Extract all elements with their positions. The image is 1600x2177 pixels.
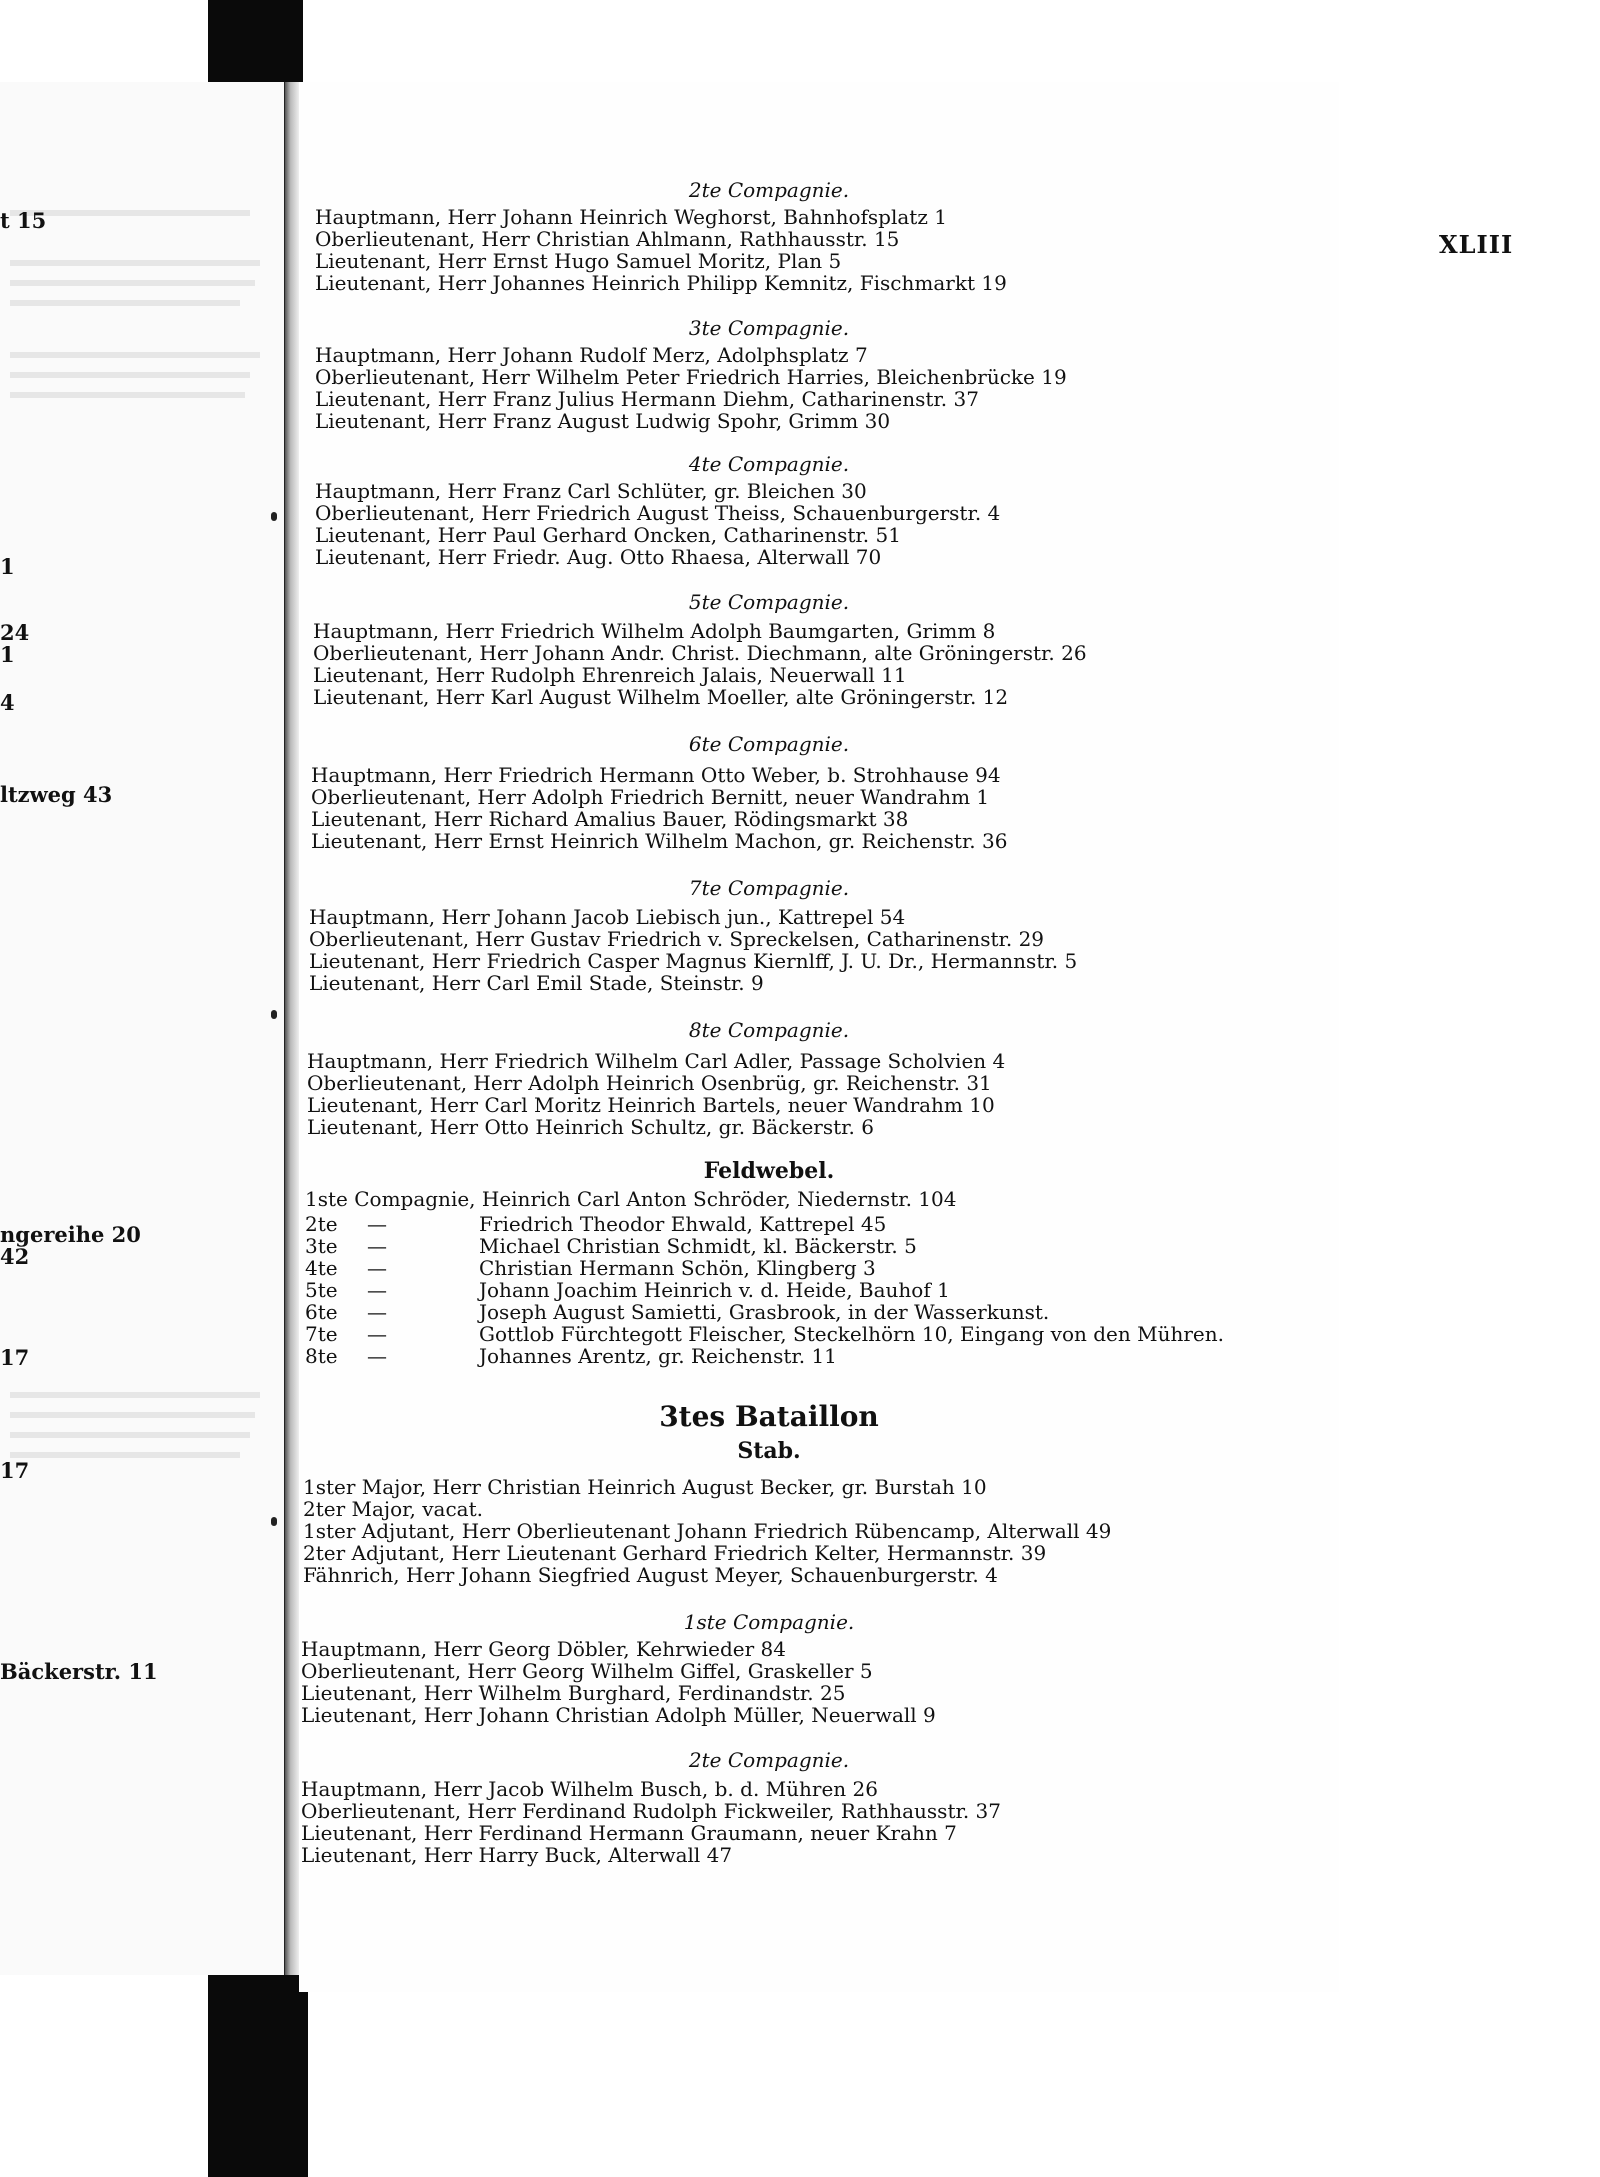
officer-line: Oberlieutenant, Herr Christian Ahlmann, Rathhausstr. 15 [315, 227, 900, 251]
stab-line: 1ster Adjutant, Herr Oberlieutenant Johann Friedrich Rübencamp, Alterwall 49 [303, 1519, 1112, 1543]
officer-line: Hauptmann, Herr Friedrich Hermann Otto Weber, b. Strohhause 94 [311, 763, 1001, 787]
binding-hole [271, 512, 277, 521]
officer-line: Hauptmann, Herr Jacob Wilhelm Busch, b. d. Mühren 26 [301, 1777, 878, 1801]
faded-text [10, 260, 260, 266]
faded-text [10, 280, 255, 286]
faded-text [10, 372, 250, 378]
company-heading: 7te Compagnie. [688, 876, 850, 900]
officer-line: Lieutenant, Herr Harry Buck, Alterwall 47 [301, 1843, 733, 1867]
feldwebel-entry: Joseph August Samietti, Grasbrook, in der Wasserkunst. [479, 1300, 1050, 1324]
officer-line: Lieutenant, Herr Paul Gerhard Oncken, Catharinenstr. 51 [315, 523, 901, 547]
binding-hole [271, 1010, 277, 1019]
company-number: 2te [305, 1212, 338, 1236]
officer-line: Lieutenant, Herr Ernst Hugo Samuel Moritz, Plan 5 [315, 249, 842, 273]
officer-line: Lieutenant, Herr Karl August Wilhelm Moeller, alte Gröningerstr. 12 [313, 685, 1009, 709]
ditto-dash: — [367, 1234, 387, 1258]
ditto-dash: — [367, 1322, 387, 1346]
company-number: 6te [305, 1300, 338, 1324]
officer-line: Lieutenant, Herr Franz Julius Hermann Diehm, Catharinenstr. 37 [315, 387, 979, 411]
company-number: 4te [305, 1256, 338, 1280]
faded-text [10, 300, 240, 306]
officer-line: Lieutenant, Herr Otto Heinrich Schultz, gr. Bäckerstr. 6 [307, 1115, 874, 1139]
officer-line: Lieutenant, Herr Carl Emil Stade, Steinstr. 9 [309, 971, 764, 995]
feldwebel-row [305, 1212, 886, 1236]
officer-line: Lieutenant, Herr Richard Amalius Bauer, Rödingsmarkt 38 [311, 807, 909, 831]
company-heading: 8te Compagnie. [688, 1018, 850, 1042]
stab-line: 2ter Adjutant, Herr Lieutenant Gerhard Friedrich Kelter, Hermannstr. 39 [303, 1541, 1047, 1565]
officer-line: Oberlieutenant, Herr Friedrich August Theiss, Schauenburgerstr. 4 [315, 501, 1001, 525]
officer-line: Lieutenant, Herr Ernst Heinrich Wilhelm Machon, gr. Reichenstr. 36 [311, 829, 1008, 853]
company-heading: 2te Compagnie. [688, 1748, 850, 1772]
stab-line: 2ter Major, vacat. [303, 1497, 483, 1521]
feldwebel-entry: Michael Christian Schmidt, kl. Bäckerstr. 5 [479, 1234, 917, 1258]
officer-line: Lieutenant, Herr Johann Christian Adolph Müller, Neuerwall 9 [301, 1703, 936, 1727]
faded-text [10, 1452, 240, 1458]
feldwebel-entry: Gottlob Fürchtegott Fleischer, Steckelhörn 10, Eingang von den Mühren. [479, 1322, 1224, 1346]
stab-title: Stab. [737, 1438, 801, 1464]
faded-text [10, 392, 245, 398]
officer-line: Oberlieutenant, Herr Wilhelm Peter Friedrich Harries, Bleichenbrücke 19 [315, 365, 1067, 389]
ditto-dash: — [367, 1344, 387, 1368]
scan-border-bottom [208, 1975, 308, 2177]
ditto-dash: — [367, 1256, 387, 1280]
officer-line: Lieutenant, Herr Wilhelm Burghard, Ferdinandstr. 25 [301, 1681, 846, 1705]
officer-line: Hauptmann, Herr Friedrich Wilhelm Carl Adler, Passage Scholvien 4 [307, 1049, 1006, 1073]
company-heading: 5te Compagnie. [688, 590, 850, 614]
officer-line: Hauptmann, Herr Friedrich Wilhelm Adolph Baumgarten, Grimm 8 [313, 619, 996, 643]
officer-line: Lieutenant, Herr Johannes Heinrich Philipp Kemnitz, Fischmarkt 19 [315, 271, 1007, 295]
company-heading: 4te Compagnie. [688, 452, 850, 476]
officer-line: Oberlieutenant, Herr Gustav Friedrich v. Spreckelsen, Catharinenstr. 29 [309, 927, 1045, 951]
book-spine [285, 82, 299, 1975]
officer-line: Lieutenant, Herr Rudolph Ehrenreich Jalais, Neuerwall 11 [313, 663, 907, 687]
feldwebel-first-row: 1ste Compagnie, Heinrich Carl Anton Schröder, Niedernstr. 104 [305, 1187, 957, 1211]
officer-line: Hauptmann, Herr Johann Heinrich Weghorst, Bahnhofsplatz 1 [315, 205, 947, 229]
officer-line: Hauptmann, Herr Franz Carl Schlüter, gr. Bleichen 30 [315, 479, 867, 503]
feldwebel-row [305, 1344, 837, 1368]
company-heading: 2te Compagnie. [688, 178, 850, 202]
officer-line: Lieutenant, Herr Carl Moritz Heinrich Bartels, neuer Wandrahm 10 [307, 1093, 995, 1117]
officer-line: Lieutenant, Herr Ferdinand Hermann Graumann, neuer Krahn 7 [301, 1821, 957, 1845]
margin-fragment: 17 [0, 1458, 30, 1483]
stab-line: 1ster Major, Herr Christian Heinrich August Becker, gr. Burstah 10 [303, 1475, 987, 1499]
ditto-dash: — [367, 1212, 387, 1236]
feldwebel-title: Feldwebel. [703, 1158, 835, 1184]
feldwebel-entry: Johannes Arentz, gr. Reichenstr. 11 [479, 1344, 837, 1368]
company-number: 3te [305, 1234, 338, 1258]
officer-line: Hauptmann, Herr Johann Rudolf Merz, Adolphsplatz 7 [315, 343, 868, 367]
feldwebel-entry: Christian Hermann Schön, Klingberg 3 [479, 1256, 876, 1280]
officer-line: Lieutenant, Herr Franz August Ludwig Spohr, Grimm 30 [315, 409, 891, 433]
feldwebel-entry: Johann Joachim Heinrich v. d. Heide, Bauhof 1 [479, 1278, 950, 1302]
company-heading: 6te Compagnie. [688, 732, 850, 756]
faded-text [10, 1432, 250, 1438]
margin-fragment: ngereihe 20 [0, 1222, 141, 1247]
margin-fragment: 1 [0, 642, 15, 667]
ditto-dash: — [367, 1278, 387, 1302]
margin-fragment: Bäckerstr. 11 [0, 1659, 158, 1684]
company-number: 8te [305, 1344, 338, 1368]
officer-line: Oberlieutenant, Herr Johann Andr. Christ. Diechmann, alte Gröningerstr. 26 [313, 641, 1087, 665]
scan-border-top [208, 0, 303, 82]
feldwebel-row [305, 1322, 1224, 1346]
company-heading: 3te Compagnie. [688, 316, 850, 340]
margin-fragment: ltzweg 43 [0, 782, 113, 807]
left-page-edge [0, 82, 287, 1975]
officer-line: Oberlieutenant, Herr Adolph Heinrich Osenbrüg, gr. Reichenstr. 31 [307, 1071, 992, 1095]
officer-line: Hauptmann, Herr Johann Jacob Liebisch jun., Kattrepel 54 [309, 905, 906, 929]
faded-text [10, 352, 260, 358]
company-number: 5te [305, 1278, 338, 1302]
right-page [299, 82, 1514, 1992]
company-number: 7te [305, 1322, 338, 1346]
stab-line: Fähnrich, Herr Johann Siegfried August Meyer, Schauenburgerstr. 4 [303, 1563, 998, 1587]
ditto-dash: — [367, 1300, 387, 1324]
bataillon-title: 3tes Bataillon [659, 1400, 879, 1433]
faded-text [10, 1392, 260, 1398]
feldwebel-row [305, 1300, 1049, 1324]
feldwebel-entry: Friedrich Theodor Ehwald, Kattrepel 45 [479, 1212, 887, 1236]
margin-fragment: 24 [0, 620, 30, 645]
officer-line: Oberlieutenant, Herr Ferdinand Rudolph Fickweiler, Rathhausstr. 37 [301, 1799, 1002, 1823]
margin-fragment: 17 [0, 1345, 30, 1370]
faded-text [10, 1412, 255, 1418]
margin-fragment: t 15 [0, 208, 47, 233]
officer-line: Oberlieutenant, Herr Adolph Friedrich Bernitt, neuer Wandrahm 1 [311, 785, 990, 809]
feldwebel-row [305, 1278, 950, 1302]
officer-line: Lieutenant, Herr Friedrich Casper Magnus Kiernlff, J. U. Dr., Hermannstr. 5 [309, 949, 1078, 973]
company-heading: 1ste Compagnie. [683, 1610, 855, 1634]
feldwebel-row [305, 1256, 876, 1280]
binding-hole [271, 1517, 277, 1526]
feldwebel-row [305, 1234, 917, 1258]
officer-line: Oberlieutenant, Herr Georg Wilhelm Giffel, Graskeller 5 [301, 1659, 873, 1683]
margin-fragment: 42 [0, 1244, 30, 1269]
officer-line: Lieutenant, Herr Friedr. Aug. Otto Rhaesa, Alterwall 70 [315, 545, 882, 569]
margin-fragment: 1 [0, 554, 15, 579]
officer-line: Hauptmann, Herr Georg Döbler, Kehrwieder 84 [301, 1637, 787, 1661]
margin-fragment: 4 [0, 690, 15, 715]
page-number: XLIII [1439, 230, 1514, 259]
